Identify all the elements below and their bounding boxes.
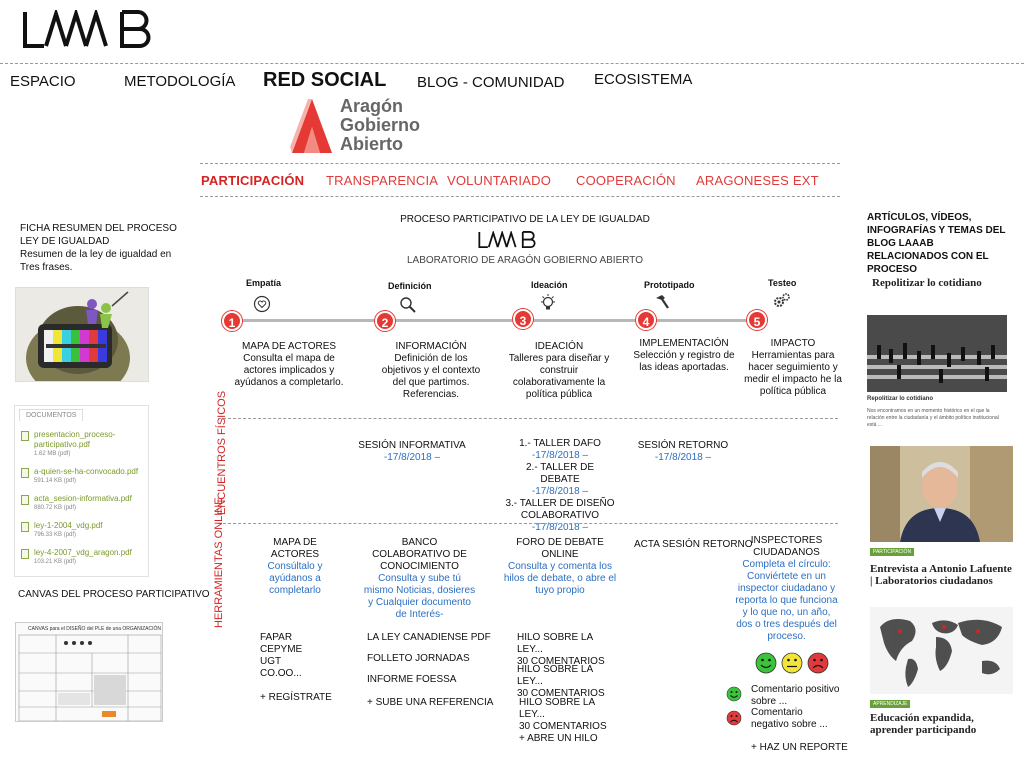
encuentro-date: -17/8/2018 – <box>654 452 712 463</box>
world-map-sketch-icon <box>870 607 1013 694</box>
document-name[interactable]: ley-4-2007_vdg_aragon.pdf <box>34 548 132 557</box>
laaab-small-logo <box>478 231 538 249</box>
tool-title: FORO DE DEBATE ONLINE <box>516 537 604 560</box>
actor-item[interactable]: CEPYME <box>260 644 303 655</box>
talleres-list[interactable] <box>505 438 615 534</box>
step-desc: Selección y registro de las ideas aportadas. <box>633 350 735 373</box>
actores-list <box>260 632 340 680</box>
encuentro-date: -17/8/2018 – <box>383 452 441 463</box>
thread-title[interactable]: HILO SOBRE LA LEY... <box>517 632 593 655</box>
step-1-circle[interactable]: 1 <box>222 311 242 331</box>
happy-face-icon <box>756 653 776 673</box>
taller-title: 1.- TALLER DAFO <box>519 438 601 449</box>
document-name[interactable]: a-quien-se-ha-convocado.pdf <box>34 467 139 476</box>
step-heading: IMPACTO <box>770 338 816 349</box>
step-4-text <box>630 338 738 374</box>
subnav-divider-bottom <box>200 196 840 197</box>
thread-count: 30 COMENTARIOS <box>517 656 605 667</box>
taller-title: 3.- TALLER DE DISEÑO COLABORATIVO <box>505 498 615 521</box>
ficha-line-3: Tres frases. <box>20 262 73 273</box>
step-desc: Consulta el mapa de actores implicados y ayúdanos a completarlo. <box>234 353 344 388</box>
subnav-transparencia[interactable]: TRANSPARENCIA <box>326 173 439 188</box>
step-5-text <box>743 338 843 398</box>
document-item[interactable] <box>21 467 145 485</box>
subnav-participacion[interactable]: PARTICIPACIÓN <box>201 173 305 188</box>
inspectores-ciudadanos-tool[interactable] <box>734 535 839 643</box>
card-3-tag[interactable]: APRENDIZAJE <box>870 700 910 708</box>
brand-line-1: Aragón <box>340 96 403 116</box>
ficha-line-1: LEY DE IGUALDAD <box>20 236 110 247</box>
canvas-title: CANVAS DEL PROCESO PARTICIPATIVO <box>18 589 210 600</box>
card-2-image[interactable] <box>870 446 1013 542</box>
brand-line-2: Gobierno <box>340 115 420 135</box>
subnav-voluntariado[interactable]: VOLUNTARIADO <box>447 173 552 188</box>
tool-desc: Consulta y sube tú mismo Noticias, dosieres y Cualquier documento de Interés- <box>363 573 476 620</box>
canvas-header: CANVAS para el DISEÑO del PLE de una ORGANIZACIÓN <box>28 626 162 632</box>
step-1-text <box>234 341 344 389</box>
documents-tab[interactable]: DOCUMENTOS <box>19 409 83 421</box>
step-desc: Definición de los objetivos y el contexto del que partimos. Referencias. <box>381 353 481 400</box>
tool-desc: Consúltalo y ayúdanos a completarlo <box>267 561 323 596</box>
tool-title: INSPECTORES CIUDADANOS <box>750 535 823 558</box>
lightbulb-icon <box>539 293 557 313</box>
thread-count: 30 COMENTARIOS <box>519 721 607 732</box>
ficha-image[interactable] <box>15 287 149 382</box>
section-divider-1 <box>218 418 838 419</box>
card-1-text: Nos encontramos en un momento histórico en el que la relación entre la ciudadanía y el ámbito político institucional está ... <box>867 408 999 428</box>
sesion-informativa[interactable] <box>357 440 467 464</box>
document-size: 880.72 KB (pdf) <box>34 505 77 511</box>
ficha-title: FICHA RESUMEN DEL PROCESO <box>20 223 177 234</box>
document-size: 103.21 KB (pdf) <box>34 559 77 565</box>
actor-item[interactable]: FAPAR <box>260 632 293 643</box>
document-item[interactable] <box>21 430 145 458</box>
heart-chat-icon <box>253 295 271 313</box>
haz-reporte-link[interactable]: + HAZ UN REPORTE <box>751 742 848 753</box>
step-5-circle[interactable]: 5 <box>747 310 767 330</box>
thread-item[interactable] <box>519 697 619 733</box>
nav-blog-comunidad[interactable]: BLOG - COMUNIDAD <box>417 74 565 91</box>
thread-count: 30 COMENTARIOS <box>517 688 605 699</box>
acta-sesion-retorno-link[interactable]: ACTA SESIÓN RETORNO <box>634 539 753 550</box>
mapa-actores-tool[interactable] <box>255 537 335 597</box>
nav-metodologia[interactable]: METODOLOGÍA <box>124 73 236 90</box>
canvas-grid-icon <box>16 633 163 722</box>
tool-title: BANCO COLABORATIVO DE CONOCIMIENTO <box>372 537 467 572</box>
gears-icon <box>772 292 792 310</box>
pdf-icon <box>21 468 29 478</box>
step-4-circle[interactable]: 4 <box>636 310 656 330</box>
process-subtitle: LABORATORIO DE ARAGÓN GOBIERNO ABIERTO <box>407 255 643 266</box>
comentario-negativo[interactable]: Comentario negativo sobre ... <box>751 707 828 730</box>
ficha-resumen <box>20 222 190 274</box>
abre-hilo-link[interactable]: + ABRE UN HILO <box>519 733 598 744</box>
document-item[interactable] <box>21 548 145 566</box>
pdf-icon <box>21 495 29 505</box>
taller-date: -17/8/2018 – <box>531 522 589 533</box>
reference-item[interactable]: FOLLETO JORNADAS <box>367 653 470 664</box>
top-divider <box>0 63 1024 64</box>
card-2-title[interactable]: Entrevista a Antonio Lafuente | Laboratorios ciudadanos <box>870 563 1012 587</box>
aga-symbol-icon <box>290 97 334 155</box>
card-3-image[interactable] <box>870 607 1013 694</box>
document-name[interactable]: presentacion_proceso-participativo.pdf <box>34 430 116 449</box>
nav-ecosistema[interactable]: ECOSISTEMA <box>594 71 693 88</box>
step-3-text <box>505 341 613 401</box>
card-1-caption[interactable]: Repolitizar lo cotidiano <box>867 396 934 402</box>
negative-face-icon <box>726 710 742 726</box>
step-2-text <box>377 341 485 401</box>
document-item[interactable] <box>21 521 145 539</box>
step-heading: INFORMACIÓN <box>395 341 467 352</box>
thread-item[interactable] <box>517 632 617 668</box>
card-1-image[interactable] <box>867 315 1007 392</box>
step-2-circle[interactable]: 2 <box>375 311 395 331</box>
step-heading: MAPA DE ACTORES <box>241 341 337 352</box>
hammer-icon <box>653 293 671 311</box>
encuentro-title: SESIÓN RETORNO <box>637 440 729 451</box>
subnav-divider-top <box>200 163 840 164</box>
pdf-icon <box>21 522 29 532</box>
tool-desc: Consulta y comenta los hilos de debate, o abre el tuyo propio <box>503 561 617 596</box>
reference-item[interactable]: LA LEY CANADIENSE PDF <box>367 632 491 643</box>
timeline-line <box>232 319 762 322</box>
herramientas-online-label: HERRAMIENTAS ONLINE <box>213 497 225 628</box>
thread-item[interactable] <box>517 664 617 700</box>
rating-faces[interactable] <box>755 651 831 675</box>
portrait-man-icon <box>870 446 1013 542</box>
related-content-title: ARTÍCULOS, VÍDEOS, INFOGRAFÍAS Y TEMAS DEL BLOG LAAAB RELACIONADOS CON EL PROCESO <box>867 212 1006 275</box>
tool-title: MAPA DE ACTORES <box>270 537 320 560</box>
brand-line-3: Abierto <box>340 134 403 154</box>
magnifier-icon <box>398 296 418 314</box>
encuentro-title: SESIÓN INFORMATIVA <box>358 440 466 451</box>
banco-conocimiento-tool[interactable] <box>362 537 477 621</box>
sad-face-icon <box>808 653 828 673</box>
step-desc: Talleres para diseñar y construir colaborativamente la política pública <box>508 353 610 400</box>
neutral-face-icon <box>782 653 802 673</box>
positive-face-icon <box>726 686 742 702</box>
pdf-icon <box>21 431 29 441</box>
step-heading: IDEACIÓN <box>534 341 584 352</box>
sesion-retorno[interactable] <box>628 440 738 464</box>
document-size: 591.14 KB (pdf) <box>34 478 77 484</box>
document-size: 1.62 MB (pdf) <box>34 451 71 457</box>
laaab-logo[interactable] <box>22 10 156 50</box>
subnav-cooperacion[interactable]: COOPERACIÓN <box>576 173 676 188</box>
pdf-icon <box>21 549 29 559</box>
phase-label-prototipado: Prototipado <box>644 280 695 290</box>
foro-debate-tool[interactable] <box>500 537 620 597</box>
tv-head-illustration-icon <box>16 288 149 382</box>
crowd-crosswalk-icon <box>867 315 1007 392</box>
sube-referencia-link[interactable]: + SUBE UNA REFERENCIA <box>367 697 494 708</box>
document-size: 796.33 KB (pdf) <box>34 532 77 538</box>
document-name[interactable]: ley-1-2004_vdg.pdf <box>34 521 103 530</box>
thread-title[interactable]: HILO SOBRE LA LEY... <box>519 697 595 720</box>
phase-label-ideacion: Ideación <box>531 280 568 290</box>
card-2-tag[interactable]: PARTICIPACIÓN <box>870 548 914 556</box>
actor-item[interactable]: UGT <box>260 656 282 667</box>
nav-red-social[interactable]: RED SOCIAL <box>263 69 387 91</box>
taller-date: -17/8/2018 – <box>531 486 589 497</box>
thread-title[interactable]: HILO SOBRE LA LEY... <box>517 664 593 687</box>
reference-item[interactable]: INFORME FOESSA <box>367 674 457 685</box>
encuentros-fisicos-label: ENCUENTROS FÍSICOS <box>216 390 228 515</box>
document-name[interactable]: acta_sesion-informativa.pdf <box>34 494 132 503</box>
card-1-title[interactable]: Repolitizar lo cotidiano <box>872 277 982 289</box>
phase-label-testeo: Testeo <box>768 278 797 288</box>
document-item[interactable] <box>21 494 145 512</box>
process-title: PROCESO PARTICIPATIVO DE LA LEY DE IGUALDAD <box>400 214 650 225</box>
actor-item[interactable]: CO.OO... <box>260 668 302 679</box>
step-desc: Herramientas para hacer seguimiento y medir el impacto he la política pública <box>744 350 842 397</box>
card-3-title[interactable]: Educación expandida, aprender participando <box>870 712 977 736</box>
step-3-circle[interactable]: 3 <box>513 309 533 329</box>
tool-desc: Completa el círculo: Conviértete en un inspector ciudadano y reporta lo que funciona y lo que no, un año, dos o tres después del proceso. <box>735 559 838 642</box>
taller-date: -17/8/2018 – <box>531 450 589 461</box>
phase-label-definicion: Definición <box>388 281 432 291</box>
aragon-gobierno-abierto-logo <box>290 95 430 157</box>
ficha-line-2: Resumen de la ley de igualdad en <box>20 249 172 260</box>
phase-label-empatia: Empatía <box>246 278 282 288</box>
step-heading: IMPLEMENTACIÓN <box>639 338 729 349</box>
taller-title: 2.- TALLER DE DEBATE <box>526 462 594 485</box>
registrate-link[interactable]: + REGÍSTRATE <box>260 692 332 703</box>
subnav-aragoneses-ext[interactable]: ARAGONESES EXT <box>696 173 819 188</box>
documents-panel <box>14 405 149 577</box>
section-divider-2 <box>218 523 838 524</box>
nav-espacio[interactable]: ESPACIO <box>10 73 76 90</box>
canvas-image[interactable] <box>15 622 163 722</box>
comentario-positivo[interactable]: Comentario positivo sobre ... <box>751 684 840 707</box>
